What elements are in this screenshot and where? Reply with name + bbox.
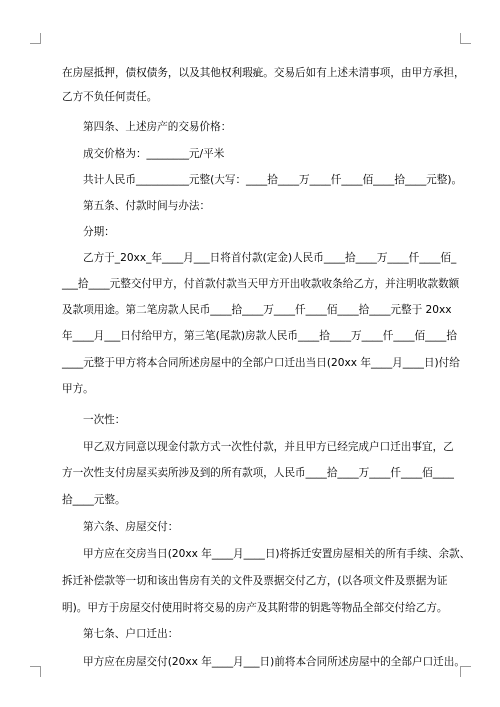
page-corner-mark-bottom-left [30,666,41,677]
text-line: 甲乙双方同意以现金付款方式一次性付款，并且甲方已经完成户口迁出事宜，乙 [83,441,454,453]
text-line: 第六条、房屋交付： [83,521,179,533]
text-line: 一次性： [83,414,126,426]
text-line: 第四条、上述房产的交易价格： [83,121,232,133]
text-line: ____元整于甲方将本合同所述房屋中的全部户口迁出当日(20xx 年____月____日)付给 [62,357,460,369]
text-line: 年____月___日付给甲方，第三笔(尾款)房款人民币____拾____万____仟____佰____拾 [62,330,457,342]
page-corner-mark-top-left [30,33,41,44]
text-line: 甲方应在房屋交付(20xx 年____月___日)前将本合同所述房屋中的全部户口迁出。 [83,656,465,668]
page-corner-mark-top-right [460,33,471,44]
text-line: 拾____元整。 [62,494,126,506]
text-line: 拆迁补偿款等一切和该出售房有关的文件及票据交付乙方，(以各项文件及票据为证 [62,575,448,587]
text-line: 甲方应在交房当日(20xx 年____月____日)将拆迁安置房屋相关的所有手续、余款、 [83,548,471,560]
text-line: ___拾____元整交付甲方，付首款付款当天甲方开出收款收条给乙方，并注明收款数额 [62,278,460,290]
text-line: 乙方不负任何责任。 [62,91,158,103]
text-line: 分期： [83,226,115,238]
text-line: 成交价格为：________元/平米 [83,148,225,160]
text-line: 第五条、付款时间与办法： [83,200,211,212]
text-line: 明)。甲方于房屋交付使用时将交易的房产及其附带的钥匙等物品全部交付给乙方。 [62,602,448,614]
text-line: 第七条、户口迁出： [83,628,179,640]
text-line: 乙方于_20xx_年____月___日将首付款(定金)人民币____拾____万____仟____佰_ [83,252,457,264]
text-line: 在房屋抵押，债权债务，以及其他权利瑕疵。交易后如有上述未清事项，由甲方承担， [62,67,465,79]
text-line: 方一次性支付房屋买卖所涉及到的所有款项，人民币____拾____万____仟____佰____ [62,467,454,479]
text-line: 共计人民币__________元整(大写：____拾____万____仟____佰____拾____元整)。 [83,174,463,186]
text-line: 及款项用途。第二笔房款人民币____拾____万____仟____佰____拾____元整于 20xx [62,304,452,316]
text-line: 甲方。 [62,383,94,395]
